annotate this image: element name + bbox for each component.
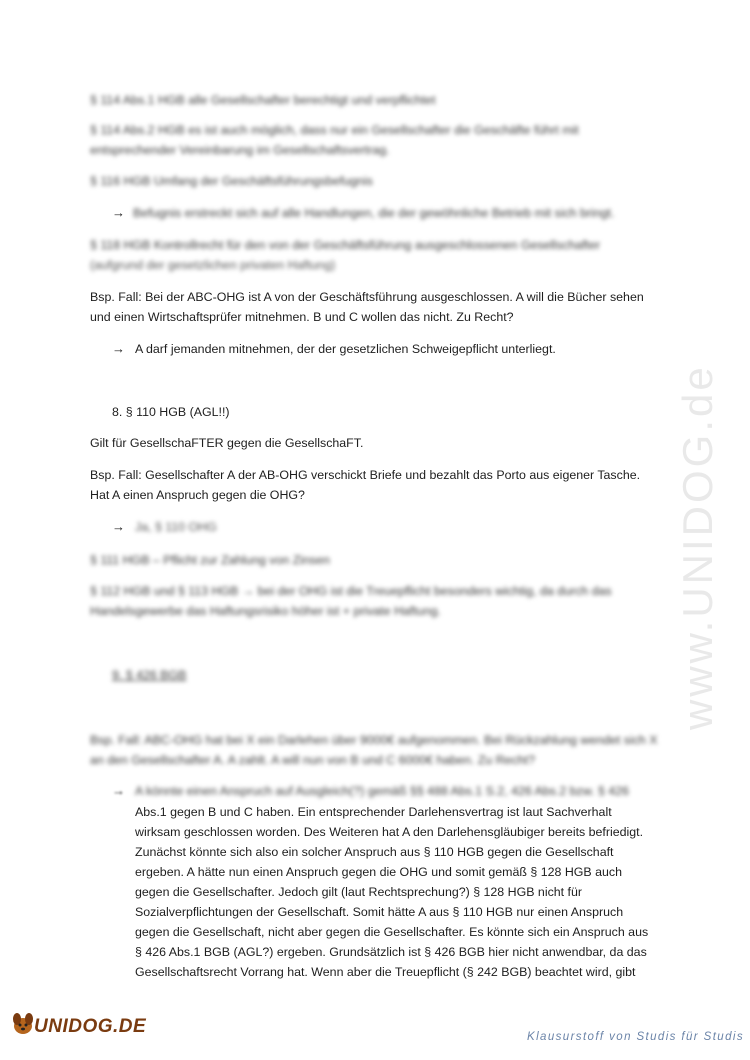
text-line: wirksam geschlossen worden. Des Weiteren hat A den Darlehensgläubiger bereits befriedigt. xyxy=(135,825,644,839)
text-line: Zunächst könnte sich also ein solcher Anspruch aus § 110 HGB gegen die Gesellschaft xyxy=(135,845,614,859)
dog-logo-icon xyxy=(10,1010,36,1036)
blurred-line: Handelsgewerbe das Haftungsrisiko höher ist + private Haftung. xyxy=(90,604,441,618)
section-heading: 9. § 426 BGB xyxy=(112,668,187,682)
text-line: ergeben. A hätte nun einen Anspruch gegen die OHG und somit gemäß § 128 HGB auch xyxy=(135,865,622,879)
blurred-line: entsprechender Vereinbarung im Gesellschaftsvertrag. xyxy=(90,143,390,157)
text-line: Bsp. Fall: Bei der ABC-OHG ist A von der Geschäftsführung ausgeschlossen. A will die Bücher sehen xyxy=(90,290,644,304)
text-line: Hat A einen Anspruch gegen die OHG? xyxy=(90,488,305,502)
arrow-icon: → xyxy=(112,783,125,798)
text-line: und einen Wirtschaftsprüfer mitnehmen. B und C wollen das nicht. Zu Recht? xyxy=(90,310,514,324)
footer-tagline: Klausurstoff von Studis für Studis xyxy=(527,1031,744,1043)
text-line: Gilt für GesellschaFTER gegen die GesellschaFT. xyxy=(90,436,364,450)
text-line: gegen die Gesellschafter. Jedoch gilt (laut Rechtsprechung?) § 128 HGB nicht für xyxy=(135,885,583,899)
arrow-icon: → xyxy=(112,519,125,534)
text-line: gegen die Gesellschaft, nicht aber gegen die Gesellschafter. Es könnte sich ein Anspruch aus xyxy=(135,925,649,939)
blurred-line: Bsp. Fall: ABC-OHG hat bei X ein Darlehen über 9000€ aufgenommen. Bei Rückzahlung wendet sich X xyxy=(90,733,658,747)
section-heading: 8. § 110 HGB (AGL!!) xyxy=(112,405,230,419)
footer-brand-logo[interactable]: UNIDOG.DE xyxy=(34,1016,147,1037)
text-line: Ja, § 110 OHG xyxy=(135,520,217,534)
text-line: Gesellschaftsrecht Vorrang hat. Wenn aber die Treuepflicht (§ 242 BGB) beachtet wird, gibt xyxy=(135,965,636,979)
blurred-line: § 114 Abs.2 HGB es ist auch möglich, dass nur ein Gesellschafter die Geschäfte führt mit xyxy=(90,123,579,137)
text-line: A darf jemanden mitnehmen, der der gesetzlichen Schweigepflicht unterliegt. xyxy=(135,342,556,356)
watermark-text: www.UNIDOG.de xyxy=(674,364,721,730)
watermark xyxy=(640,270,750,740)
blurred-line: § 112 HGB und § 113 HGB → bei der OHG ist die Treuepflicht besonders wichtig, da durch das xyxy=(90,584,612,598)
blurred-line: § 114 Abs.1 HGB alle Gesellschafter berechtigt und verpflichtet xyxy=(90,93,436,107)
text-line: Sozialverpflichtungen der Gesellschaft. Somit hätte A aus § 110 HGB nur einen Anspruch xyxy=(135,905,624,919)
arrow-icon: → xyxy=(112,205,125,220)
text-line: (aufgrund der gesetzlichen privaten Haftung) xyxy=(90,258,336,272)
blurred-line: § 116 HGB Umfang der Geschäftsführungsbefugnis xyxy=(90,174,373,188)
blurred-line: an den Gesellschafter A. A zahlt. A will nun von B und C 6000€ haben. Zu Recht? xyxy=(90,753,535,767)
blurred-line: § 118 HGB Kontrollrecht für den von der Geschäftsführung ausgeschlossenen Gesellschafter xyxy=(90,238,601,252)
blurred-line: § 111 HGB – Pflicht zur Zahlung von Zinsen xyxy=(90,553,330,567)
text-line: § 426 Abs.1 BGB (AGL?) ergeben. Grundsätzlich ist § 426 BGB hier nicht anwendbar, da das xyxy=(135,945,647,959)
text-line: Abs.1 gegen B und C haben. Ein entsprechender Darlehensvertrag ist laut Sachverhalt xyxy=(135,805,612,819)
text-line: Bsp. Fall: Gesellschafter A der AB-OHG verschickt Briefe und bezahlt das Porto aus eigener Tasche. xyxy=(90,468,641,482)
arrow-icon: → xyxy=(112,341,125,356)
blurred-line: A könnte einen Anspruch auf Ausgleich(?) gemäß §§ 488 Abs.1 S.2, 426 Abs.2 bzw. § 426 xyxy=(135,784,629,798)
blurred-line: Befugnis erstreckt sich auf alle Handlungen, die der gewöhnliche Betrieb mit sich bringt. xyxy=(133,206,615,220)
